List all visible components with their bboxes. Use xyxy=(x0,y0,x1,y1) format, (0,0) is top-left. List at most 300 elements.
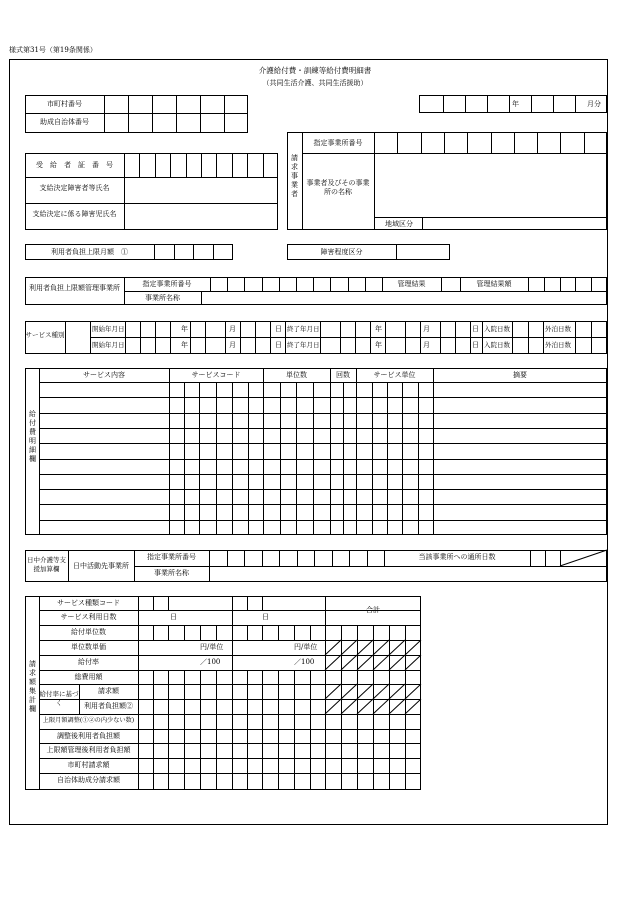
detail-col-header: サービス単位 xyxy=(373,371,416,379)
city-code-digit[interactable] xyxy=(177,96,199,112)
void-cell-slash xyxy=(389,684,405,699)
disability-field[interactable] xyxy=(397,245,449,259)
remarks-field[interactable] xyxy=(434,444,606,457)
rule-line xyxy=(405,321,406,337)
detail-col-header: 単位数 xyxy=(286,371,307,379)
rule-line xyxy=(216,670,217,684)
rule-line xyxy=(39,758,421,759)
parent-name-field[interactable] xyxy=(125,178,277,202)
void-cell-slash xyxy=(341,640,357,655)
void-cell-slash xyxy=(341,684,357,699)
row-label: 請求額 xyxy=(98,687,119,695)
remarks-field[interactable] xyxy=(434,460,606,473)
cap-result-amount-digit[interactable] xyxy=(561,278,575,290)
child-name-label: 支給決定に係る障害児氏名 xyxy=(32,210,117,218)
detail-col-header: 摘要 xyxy=(513,371,527,379)
rule-line xyxy=(169,368,170,535)
period-digit[interactable] xyxy=(491,96,512,112)
void-cell-slash xyxy=(325,640,341,655)
cap-digit[interactable] xyxy=(194,245,211,259)
rule-line xyxy=(470,321,471,337)
row-label: 総費用額 xyxy=(74,673,103,681)
recipient-no-digit[interactable] xyxy=(248,154,261,176)
day-office-digit[interactable] xyxy=(228,551,243,565)
detail-side-label: 給付費明細欄 xyxy=(29,410,36,463)
recipient-no-digit[interactable] xyxy=(125,154,138,176)
rule-line xyxy=(385,321,386,337)
rule-line xyxy=(168,625,169,640)
rule-line xyxy=(140,337,141,353)
cap-label: 利用者負担上限月額 ① xyxy=(51,248,128,256)
office-name-field[interactable] xyxy=(375,154,606,216)
end-day-label: 日 xyxy=(472,325,479,333)
service-content-field[interactable] xyxy=(40,505,168,518)
rule-line xyxy=(543,337,544,353)
claimant-office-digit[interactable] xyxy=(375,133,396,152)
end-month-label: 月 xyxy=(423,325,430,333)
out-days-digit[interactable] xyxy=(576,322,590,336)
start-day-label: 日 xyxy=(275,325,282,333)
recipient-no-digit[interactable] xyxy=(156,154,169,176)
day-unit: 日 xyxy=(170,613,177,621)
claimant-office-digit[interactable] xyxy=(538,133,559,152)
rule-line xyxy=(39,743,421,744)
claimant-office-digit[interactable] xyxy=(492,133,513,152)
service-content-field[interactable] xyxy=(40,398,168,411)
row-label: 単位数単価 xyxy=(71,643,106,651)
day-office-digit[interactable] xyxy=(368,551,383,565)
void-cell-slash xyxy=(357,684,373,699)
cap-office-name-label: 事業所名称 xyxy=(145,294,180,302)
rule-line xyxy=(184,684,185,790)
cap-office-digit[interactable] xyxy=(314,278,329,290)
detail-col-header: サービスコード xyxy=(191,371,241,379)
cap-result-label: 管理結果 xyxy=(397,280,426,288)
end-date-label: 終了年月日 xyxy=(287,341,320,349)
claimant-office-digit[interactable] xyxy=(468,133,489,152)
service-content-field[interactable] xyxy=(40,414,168,427)
day-office-digit[interactable] xyxy=(263,551,278,565)
end-date-digit[interactable] xyxy=(321,338,339,352)
rule-line xyxy=(294,670,295,684)
period-digit[interactable] xyxy=(467,96,488,112)
rule-line xyxy=(278,625,279,640)
cap-result-amount-label: 管理結果額 xyxy=(476,280,512,288)
rule-line xyxy=(285,337,286,353)
rule-line xyxy=(470,337,471,353)
rule-line xyxy=(418,382,419,535)
rule-line xyxy=(205,321,206,337)
in-days-label: 入院日数 xyxy=(484,341,510,349)
rule-line xyxy=(385,337,386,353)
city-code-digit[interactable] xyxy=(225,96,247,112)
day-office-digit[interactable] xyxy=(333,551,348,565)
region-field[interactable] xyxy=(423,218,606,229)
end-date-label: 終了年月日 xyxy=(287,325,320,333)
start-date-digit[interactable] xyxy=(126,322,139,336)
void-cell-slash xyxy=(357,699,373,714)
yen-unit: 円/単位 xyxy=(200,643,224,651)
claimant-office-digit[interactable] xyxy=(398,133,419,152)
void-cell-slash xyxy=(325,684,341,699)
void-cell-slash xyxy=(325,699,341,714)
rule-line xyxy=(240,337,241,353)
claimant-office-digit[interactable] xyxy=(422,133,443,152)
rule-line xyxy=(482,337,483,353)
recipient-no-digit[interactable] xyxy=(187,154,200,176)
rule-line xyxy=(225,321,226,337)
out-days-label: 外泊日数 xyxy=(545,325,571,333)
rule-line xyxy=(90,321,91,354)
rule-line xyxy=(232,382,233,535)
rule-line xyxy=(216,382,217,535)
rule-line xyxy=(216,625,217,640)
end-year-label: 年 xyxy=(375,325,382,333)
recipient-no-digit[interactable] xyxy=(140,154,153,176)
disability-label: 障害程度区分 xyxy=(320,248,363,256)
parent-name-label: 支給決定障害者等氏名 xyxy=(39,184,110,192)
service-content-field[interactable] xyxy=(40,490,168,503)
rule-line xyxy=(405,337,406,353)
end-date-digit[interactable] xyxy=(321,322,339,336)
void-cell-slash xyxy=(373,640,389,655)
cap-mgmt-label: 利用者負担上限額管理事業所 xyxy=(29,284,120,292)
subsidy-code-label: 助成自治体番号 xyxy=(40,118,89,126)
rule-line xyxy=(184,382,185,535)
rule-line xyxy=(372,382,373,535)
row-label: 給付単位数 xyxy=(71,628,106,636)
day-office-digit[interactable] xyxy=(280,551,295,565)
rule-line xyxy=(591,321,592,337)
cap-digit[interactable] xyxy=(175,245,192,259)
rule-line xyxy=(440,321,441,337)
subsidy-code-digit[interactable] xyxy=(129,114,151,132)
day-office-digit[interactable] xyxy=(298,551,313,565)
rule-line xyxy=(356,368,357,535)
city-code-digit[interactable] xyxy=(129,96,151,112)
void-cell-slash xyxy=(405,640,421,655)
void-cell-slash xyxy=(373,655,389,670)
start-day-label: 日 xyxy=(275,341,282,349)
period-digit[interactable] xyxy=(420,96,441,112)
row-label: サービス種類コード xyxy=(57,599,120,607)
day-service-label: 日中介護等支援加算欄 xyxy=(27,556,66,573)
period-digit[interactable] xyxy=(561,96,582,112)
rule-line xyxy=(387,382,388,535)
office-name-label: 事業者及びその事業所の名称 xyxy=(306,179,370,196)
day-office-digit[interactable] xyxy=(210,551,225,565)
cap-office-digit[interactable] xyxy=(331,278,346,290)
service-content-field[interactable] xyxy=(40,383,168,396)
day-count-label: 当該事業所への通所日数 xyxy=(418,553,496,561)
rule-line xyxy=(184,670,185,684)
rule-line xyxy=(199,382,200,535)
rule-line xyxy=(280,382,281,535)
void-cell-slash xyxy=(560,550,607,566)
rule-line xyxy=(343,382,344,535)
void-cell-slash xyxy=(341,699,357,714)
subsidy-code-digit[interactable] xyxy=(201,114,223,132)
cap-office-digit[interactable] xyxy=(228,278,243,290)
void-cell-slash xyxy=(389,640,405,655)
cap-office-digit[interactable] xyxy=(349,278,364,290)
rule-line xyxy=(39,773,421,774)
rule-line xyxy=(278,684,279,790)
rule-line xyxy=(455,337,456,353)
rule-line xyxy=(205,337,206,353)
void-cell-slash xyxy=(373,699,389,714)
child-name-field[interactable] xyxy=(125,204,277,229)
start-date-label: 開始年月日 xyxy=(92,325,125,333)
row-label: 市町村請求額 xyxy=(67,761,110,769)
service-content-field[interactable] xyxy=(40,475,168,488)
cap-office-digit[interactable] xyxy=(245,278,260,290)
cap-office-digit[interactable] xyxy=(297,278,312,290)
rule-line xyxy=(545,550,546,566)
rate-unit: ／100 xyxy=(200,658,221,666)
service-type-field[interactable] xyxy=(66,322,89,353)
rule-line xyxy=(248,382,249,535)
end-year-label: 年 xyxy=(375,341,382,349)
form-subtitle: （共同生活介護、共同生活援助） xyxy=(262,79,368,87)
rule-line xyxy=(340,337,341,353)
rule-line xyxy=(310,670,311,684)
rule-line xyxy=(262,670,263,684)
office-no-label: 指定事業所番号 xyxy=(313,139,363,147)
void-cell-slash xyxy=(405,684,421,699)
void-cell-slash xyxy=(389,699,405,714)
rule-line xyxy=(528,337,529,353)
day-office-name-field[interactable] xyxy=(210,567,606,581)
recipient-no-digit[interactable] xyxy=(264,154,277,176)
rule-line xyxy=(170,321,171,337)
claimant-office-digit[interactable] xyxy=(585,133,606,152)
rule-line xyxy=(270,321,271,337)
rule-line xyxy=(420,321,421,337)
form-title: 介護給付費・訓練等給付費明細書 xyxy=(258,66,372,75)
cap-result-amount-digit[interactable] xyxy=(529,278,543,290)
rule-line xyxy=(262,684,263,790)
period-digit[interactable] xyxy=(538,96,559,112)
city-code-label: 市町村番号 xyxy=(47,100,82,108)
rule-line xyxy=(296,382,297,535)
period-digit[interactable] xyxy=(585,96,606,112)
row-label: 上限月額調整(①②の内少ない数) xyxy=(42,717,135,724)
day-office-name-label: 事業所名称 xyxy=(154,569,189,577)
cap-result-amount-digit[interactable] xyxy=(592,278,606,290)
void-cell-slash xyxy=(405,699,421,714)
rule-line xyxy=(39,729,421,730)
region-label: 地域区分 xyxy=(385,220,413,228)
row-label: 上限額管理後利用者負担額 xyxy=(46,746,131,754)
row-label: 給付率 xyxy=(78,658,99,666)
recipient-no-digit[interactable] xyxy=(217,154,230,176)
start-date-digit[interactable] xyxy=(126,338,139,352)
claimant-office-digit[interactable] xyxy=(515,133,536,152)
remarks-field[interactable] xyxy=(434,490,606,503)
rule-line xyxy=(370,321,371,337)
service-content-field[interactable] xyxy=(40,429,168,442)
rule-line xyxy=(90,337,607,338)
total-label: 合計 xyxy=(366,606,380,614)
remarks-field[interactable] xyxy=(434,429,606,442)
void-cell-slash xyxy=(357,640,373,655)
start-year-label: 年 xyxy=(181,325,188,333)
rule-line xyxy=(170,337,171,353)
rule-line xyxy=(240,321,241,337)
rule-line xyxy=(200,670,201,684)
rule-line xyxy=(168,670,169,684)
cap-result-amount-digit[interactable] xyxy=(545,278,559,290)
cap-office-digit[interactable] xyxy=(366,278,381,290)
remarks-field[interactable] xyxy=(434,475,606,488)
cap-digit[interactable] xyxy=(155,245,172,259)
void-cell-slash xyxy=(389,655,405,670)
subsidy-code-digit[interactable] xyxy=(105,114,127,132)
month-label: 月分 xyxy=(587,100,601,108)
rule-line xyxy=(402,382,403,535)
void-cell-slash xyxy=(405,655,421,670)
rule-line xyxy=(543,321,544,337)
in-days-digit[interactable] xyxy=(513,322,527,336)
service-content-field[interactable] xyxy=(40,521,168,534)
start-month-label: 月 xyxy=(229,325,236,333)
city-code-digit[interactable] xyxy=(201,96,223,112)
rule-line xyxy=(530,550,531,566)
rule-line xyxy=(591,337,592,353)
rule-line xyxy=(465,95,466,113)
row-label: 利用者負担額② xyxy=(84,702,133,710)
void-cell-slash xyxy=(357,655,373,670)
cap-office-name-field[interactable] xyxy=(202,292,606,304)
out-days-digit[interactable] xyxy=(576,338,590,352)
day-office-no-label: 指定事業所番号 xyxy=(147,553,196,561)
out-days-label: 外泊日数 xyxy=(545,341,571,349)
summary-side-label: 請求額集計欄 xyxy=(29,660,36,713)
rule-line xyxy=(330,368,331,535)
service-content-field[interactable] xyxy=(40,444,168,457)
rule-line xyxy=(355,321,356,337)
rule-line xyxy=(247,625,248,640)
summary-total-units[interactable] xyxy=(326,626,420,639)
subsidy-code-digit[interactable] xyxy=(153,114,175,132)
start-month-label: 月 xyxy=(229,341,236,349)
rule-line xyxy=(200,684,201,790)
rule-line xyxy=(247,670,248,684)
rule-line xyxy=(140,321,141,337)
day-office-digit[interactable] xyxy=(350,551,365,565)
remarks-field[interactable] xyxy=(434,414,606,427)
rule-line xyxy=(270,337,271,353)
summary-code-a[interactable] xyxy=(139,597,231,609)
rule-line xyxy=(340,321,341,337)
day-office-digit[interactable] xyxy=(245,551,260,565)
recipient-no-digit[interactable] xyxy=(171,154,184,176)
end-day-label: 日 xyxy=(472,341,479,349)
in-days-label: 入院日数 xyxy=(484,325,510,333)
rule-line xyxy=(255,337,256,353)
void-cell-slash xyxy=(325,655,341,670)
remarks-field[interactable] xyxy=(434,505,606,518)
remarks-field[interactable] xyxy=(434,383,606,396)
rule-line xyxy=(39,714,421,715)
rule-line xyxy=(262,625,263,640)
row-label: 自治体助成分請求額 xyxy=(57,776,120,784)
cap-office-digit[interactable] xyxy=(263,278,278,290)
rule-line xyxy=(482,321,483,337)
form-number: 様式第31号（第19条関係） xyxy=(9,46,97,54)
rule-line xyxy=(153,684,154,790)
rule-line xyxy=(200,625,201,640)
cap-result-field[interactable] xyxy=(442,278,459,290)
city-code-digit[interactable] xyxy=(153,96,175,112)
recipient-no-digit[interactable] xyxy=(202,154,215,176)
void-cell-slash xyxy=(341,655,357,670)
rule-line xyxy=(153,670,154,684)
day-dest-label: 日中活動先事業所 xyxy=(73,562,129,570)
claimant-office-digit[interactable] xyxy=(561,133,582,152)
recipient-no-label: 受 給 者 証 番 号 xyxy=(36,161,113,169)
rule-line xyxy=(247,684,248,790)
rule-line xyxy=(355,337,356,353)
rule-line xyxy=(216,684,217,790)
rule-line xyxy=(39,670,421,671)
rule-line xyxy=(294,684,295,790)
rule-line xyxy=(155,321,156,337)
in-days-digit[interactable] xyxy=(513,338,527,352)
row-label: サービス利用日数 xyxy=(60,613,117,621)
row-label: 調整後利用者負担額 xyxy=(57,732,120,740)
rule-line xyxy=(370,337,371,353)
recipient-no-digit[interactable] xyxy=(233,154,246,176)
cap-office-digit[interactable] xyxy=(280,278,295,290)
rule-line xyxy=(190,337,191,353)
year-label: 年 xyxy=(512,100,519,108)
remarks-field[interactable] xyxy=(434,398,606,411)
summary-code-b[interactable] xyxy=(233,597,324,609)
period-digit[interactable] xyxy=(444,96,465,112)
cap-digit[interactable] xyxy=(214,245,231,259)
void-cell-slash xyxy=(373,684,389,699)
day-office-digit[interactable] xyxy=(315,551,330,565)
rule-line xyxy=(190,321,191,337)
claimant-side-label: 請求事業者 xyxy=(291,154,298,198)
period-digit[interactable] xyxy=(514,96,535,112)
cap-office-no-label: 指定事業所番号 xyxy=(142,280,192,288)
detail-col-header: サービス内容 xyxy=(83,371,125,379)
day-unit: 日 xyxy=(262,613,269,621)
remarks-field[interactable] xyxy=(434,521,606,534)
rule-line xyxy=(153,625,154,640)
rule-line xyxy=(184,625,185,640)
rule-line xyxy=(455,321,456,337)
rule-line xyxy=(232,596,233,790)
rule-line xyxy=(528,321,529,337)
end-month-label: 月 xyxy=(423,341,430,349)
rate-unit: ／100 xyxy=(294,658,315,666)
rule-line xyxy=(310,684,311,790)
claimant-office-digit[interactable] xyxy=(445,133,466,152)
cap-office-digit[interactable] xyxy=(211,278,226,290)
rule-line xyxy=(263,368,264,535)
service-content-field[interactable] xyxy=(40,460,168,473)
yen-unit: 円/単位 xyxy=(294,643,318,651)
subsidy-code-digit[interactable] xyxy=(225,114,247,132)
group-label: 給付率に基づく xyxy=(39,690,79,707)
cap-result-amount-digit[interactable] xyxy=(576,278,590,290)
city-code-digit[interactable] xyxy=(105,96,127,112)
subsidy-code-digit[interactable] xyxy=(177,114,199,132)
